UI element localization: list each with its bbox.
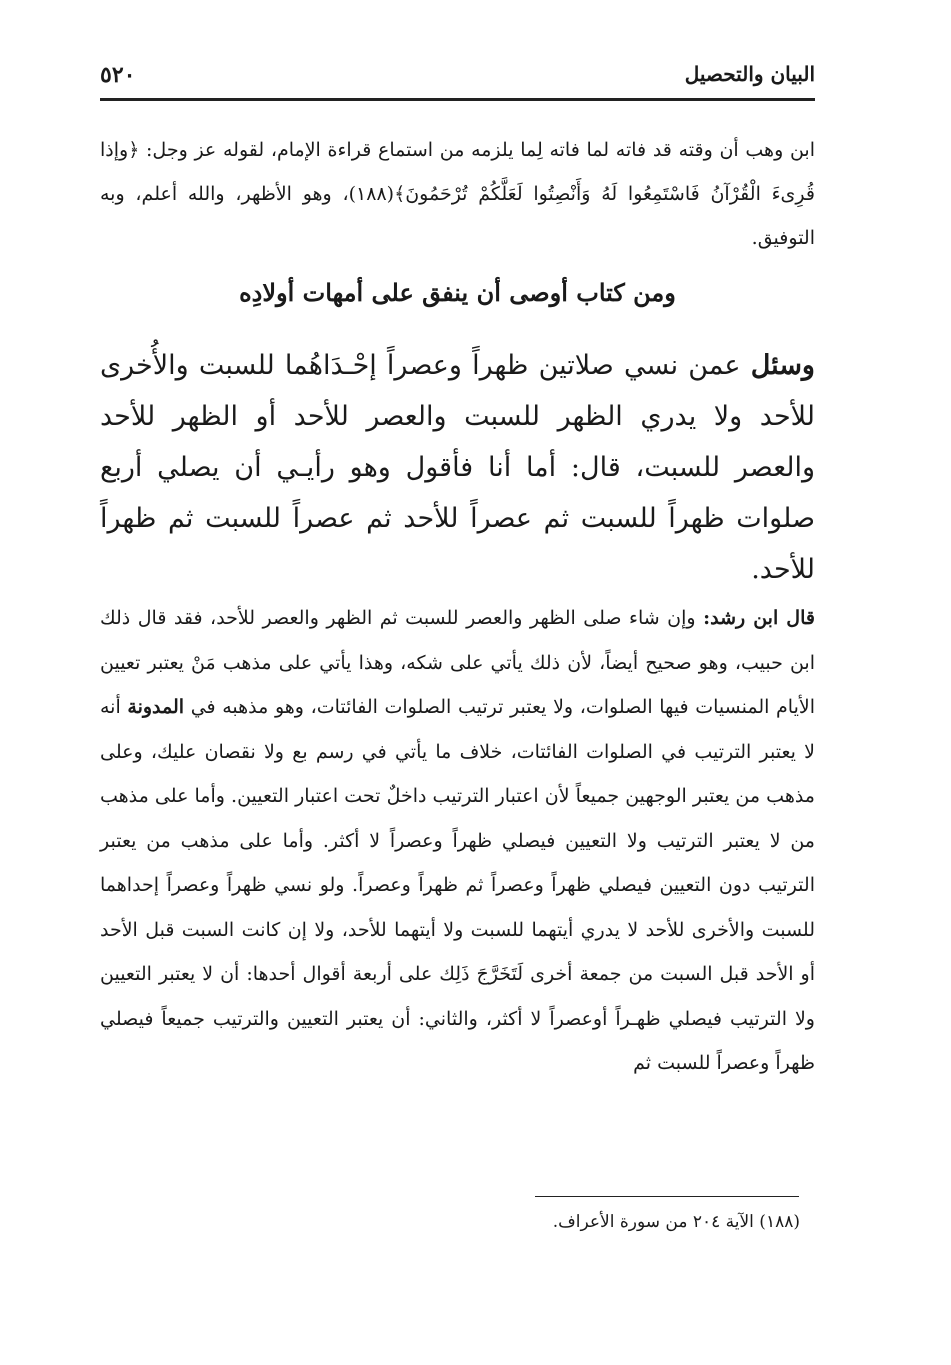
paragraph-continuation: ابن وهب أن وقته قد فاته لما فاته لِما يلزمه من استماع قراءة الإمام، لقوله عز وجل: ﴿وإذا قُرِىءَ الْقُرْآنُ فَاسْتَمِعُوا لَهُ وَأَنْصِتُوا لَعَلَّكُمْ تُرْحَمُونَ﴾(١٨٨)، وهو الأظهر، والله أعلم، وبه التوفيق. — [100, 139, 815, 249]
question-lead: وسئل — [750, 350, 815, 381]
footnote-rule — [535, 1196, 799, 1197]
running-title: البيان والتحصيل — [684, 62, 815, 86]
header-rule — [100, 98, 815, 101]
answer-highlight: المدونة — [127, 696, 185, 718]
answer-paragraph — [100, 596, 815, 1086]
answer-text-part2: أنه لا يعتبر الترتيب في الصلوات الفائتات، خلاف ما يأتي في رسم بع ولا نقصان عليك، وعلى مذهب من يعتبر الوجهين جميعاً لأن اعتبار الترتيب داخلٌ تحت اعتبار التعيين. وأما على مذهب من لا يعتبر الترتيب ولا التعيين فيصلي ظهراً وعصراً لا أكثر. وأما على مذهب من يعتبر الترتيب دون التعيين فيصلي ظهراً وعصراً ثم ظهراً وعصراً. ولو نسي ظهراً وعصراً إحداهما للسبت والأخرى للأحد لا يدري أيتهما للسبت ولا أيتهما للأحد، ولا إن كانت السبت قبل الأحد أو الأحد قبل السبت من جمعة أخرى لَتَخَرَّجَ ذَلِك على أربعة أقوال أحدها: أن لا يعتبر التعيين ولا الترتيب فيصلي ظهـراً أوعصراً لا أكثر، والثاني: أن يعتبر التعيين والترتيب جميعاً فيصلي ظهراً وعصراً للسبت ثم — [100, 696, 815, 1074]
answer-lead: قال ابن رشد: — [703, 607, 815, 629]
footnote: (١٨٨) الآية ٢٠٤ من سورة الأعراف. — [552, 1212, 800, 1232]
page-number: ٥٢٠ — [100, 62, 136, 88]
page-header — [100, 58, 815, 98]
question-paragraph — [100, 340, 815, 595]
section-heading: ومن كتاب أوصى أن ينفق على أمهات أولادِه — [239, 278, 676, 307]
answer-text-part1: وإن شاء صلى الظهر والعصر للسبت ثم الظهر والعصر للأحد، فقد قال ذلك ابن حبيب، وهو صحيح أيضاً، لأن ذلك يأتي على شكه، وهذا يأتي على مذهب مَنْ يعتبر تعيين الأيام المنسيات فيها الصلوات، ولا يعتبر ترتيب الصلوات الفائتات، وهو مذهبه في — [100, 607, 815, 718]
question-text: عمن نسي صلاتين ظهراً وعصراً إحْـدَاهُما للسبت والأُخرى للأحد ولا يدري الظهر للسبت والعصر للأحد أو الظهر للأحد والعصر للسبت، قال: أما أنا فأقول وهو رأيـي أن يصلي أربع صلوات ظهراً للسبت ثم عصراً للأحد ثم عصراً للسبت ثم ظهراً للأحد. — [100, 350, 815, 585]
